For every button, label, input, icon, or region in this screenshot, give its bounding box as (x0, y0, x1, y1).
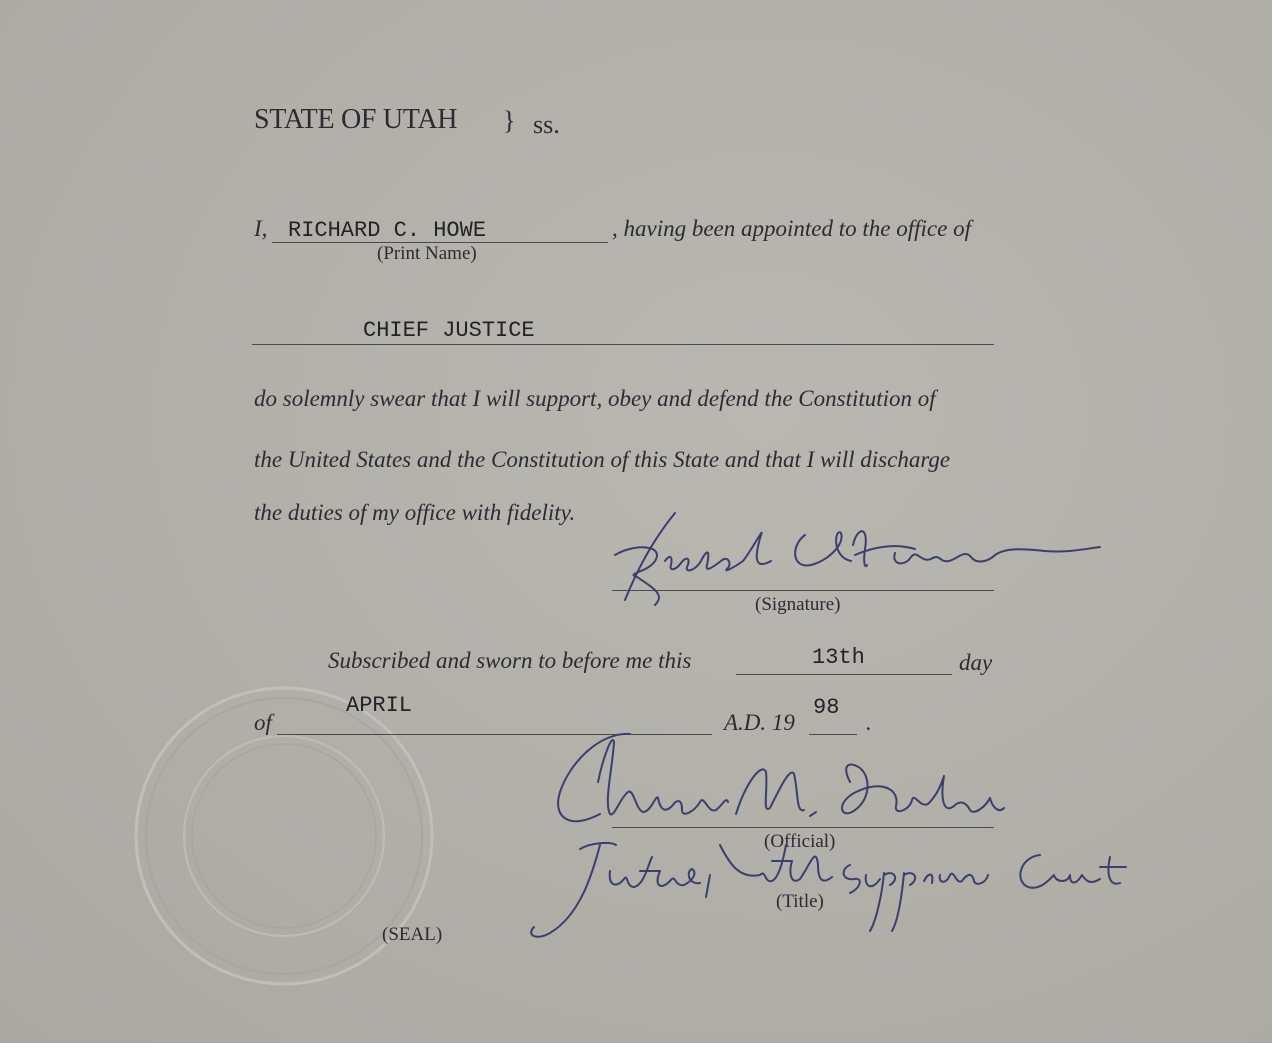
oath-line-3: the duties of my office with fidelity. (254, 500, 576, 525)
title-caption: (Title) (776, 891, 824, 912)
office-title: CHIEF JUSTICE (363, 318, 535, 343)
official-caption: (Official) (764, 831, 836, 852)
title-handwriting (520, 835, 1160, 945)
day-value: 13th (812, 645, 865, 670)
of-word: of (254, 710, 272, 735)
ss-abbreviation: ss. (533, 110, 560, 139)
year-value: 98 (813, 695, 840, 720)
state-heading: STATE OF UTAH (254, 104, 458, 135)
official-handwriting (540, 722, 1020, 842)
signature-caption: (Signature) (755, 594, 841, 615)
day-underline (736, 674, 952, 675)
seal-label: (SEAL) (382, 924, 443, 945)
printed-name: RICHARD C. HOWE (288, 218, 487, 243)
oath-line-2: the United States and the Constitution of this State and that I will discharge (254, 447, 951, 472)
office-underline (252, 344, 994, 345)
day-word: day (959, 650, 993, 675)
appointed-text: , having been appointed to the office of (612, 216, 971, 241)
oath-line-1: do solemnly swear that I will support, obey and defend the Constitution of (254, 386, 936, 411)
ad-year-prefix: A.D. 19 (724, 710, 795, 735)
print-name-caption: (Print Name) (377, 243, 477, 264)
oath-intro: I, (254, 216, 268, 241)
period: . (866, 710, 872, 735)
subscribed-text: Subscribed and sworn to before me this (328, 648, 692, 673)
signature-handwriting (595, 505, 1115, 615)
month-value: APRIL (346, 693, 413, 718)
brace-symbol: } (503, 106, 516, 135)
official-underline (612, 827, 994, 828)
